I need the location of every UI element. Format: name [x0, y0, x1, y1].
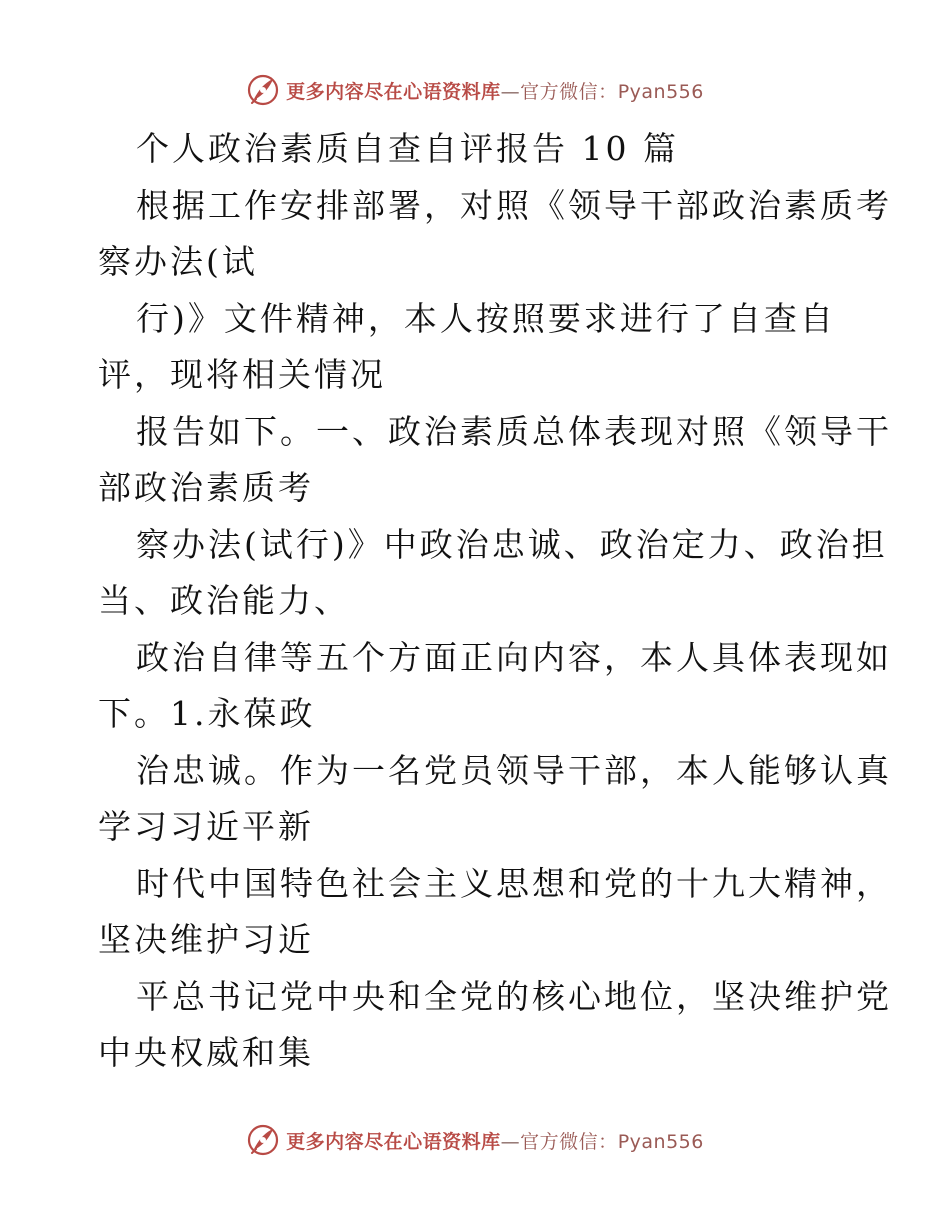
text-line: 政治自律等五个方面正向内容，本人具体表现如	[136, 637, 892, 677]
banner-wechat-id: Pyan556	[617, 1130, 704, 1153]
text-line: 治忠诚。作为一名党员领导干部，本人能够认真	[136, 750, 892, 790]
text-line: 报告如下。一、政治素质总体表现对照《领导干	[136, 411, 892, 451]
banner-dash: —	[500, 1130, 521, 1153]
text-line: 察办法(试	[98, 242, 258, 281]
banner-text	[286, 77, 704, 104]
banner-slogan: 更多内容尽在心语资料库	[286, 1130, 501, 1153]
banner-text	[286, 1127, 704, 1154]
footer-banner	[0, 1120, 950, 1160]
banner-wechat-id: Pyan556	[617, 80, 704, 103]
text-line: 时代中国特色社会主义思想和党的十九大精神，	[136, 863, 892, 903]
banner-wechat-label: 官方微信：	[520, 80, 618, 103]
text-line: 学习习近平新	[98, 807, 314, 846]
text-line: 根据工作安排部署，对照《领导干部政治素质考	[136, 185, 892, 225]
banner-dash: —	[500, 80, 521, 103]
text-line: 下。1.永葆政	[98, 694, 316, 733]
document-body	[98, 121, 892, 1082]
quill-pen-icon	[246, 73, 280, 107]
text-line: 坚决维护习近	[98, 920, 314, 959]
text-line: 平总书记党中央和全党的核心地位，坚决维护党	[136, 976, 892, 1016]
text-line: 个人政治素质自查自评报告 10 篇	[136, 129, 679, 168]
text-line: 行)》文件精神，本人按照要求进行了自查自	[136, 298, 836, 338]
header-banner	[0, 70, 950, 110]
text-line: 当、政治能力、	[98, 581, 350, 620]
quill-pen-icon	[246, 1123, 280, 1157]
banner-wechat-label: 官方微信：	[520, 1130, 618, 1153]
text-line: 评，现将相关情况	[98, 355, 386, 394]
footer-banner-inner	[246, 1123, 704, 1157]
text-line: 察办法(试行)》中政治忠诚、政治定力、政治担	[136, 524, 888, 564]
text-line: 中央权威和集	[98, 1033, 314, 1072]
banner-slogan: 更多内容尽在心语资料库	[286, 80, 501, 103]
header-banner-inner	[246, 73, 704, 107]
text-line: 部政治素质考	[98, 468, 314, 507]
